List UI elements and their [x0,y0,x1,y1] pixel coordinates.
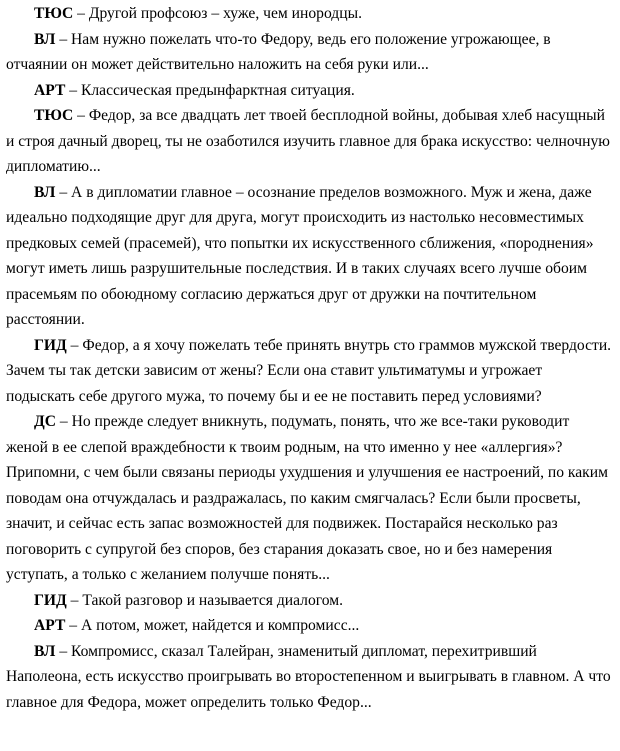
paragraph-2 [6,27,614,78]
speaker-name: ГИД [34,336,67,354]
speaker-name: АРТ [34,81,66,99]
paragraph-text: – Нам нужно пожелать что-то Федору, ведь его положение угрожающее, в отчаянии он может действительно наложить на себя руки или... [6,30,551,73]
speaker-name: ДС [34,413,56,430]
paragraph-1 [6,1,614,27]
paragraph-8 [6,588,614,614]
speaker-name: АРТ [34,617,66,634]
speaker-name: ТЮС [34,5,74,22]
paragraph-7 [6,409,614,588]
speaker-name: ГИД [34,591,67,609]
paragraph-text: – Компромисс, сказал Талейран, знаменитый дипломат, перехитривший Наполеона, есть искусство проигрывать во второстепенном и выигрывать в главном. А что главное для Федора, может определить только Федор... [6,642,611,711]
paragraph-text: – А потом, может, найдется и компромисс... [65,617,360,634]
paragraph-text: – А в дипломатии главное – осознание пределов возможного. Муж и жена, даже идеально подходящие друг для друга, могут происходить из настолько несовместимых предковых семей (прасемей), что попытки их искусственного сближения, «породнения» могут иметь лишь разрушительные последствия. И в таких случаях всего лучше обоим прасемьям по обоюдному согласию держаться друг от дружки на почтительном расстоянии. [6,183,594,328]
paragraph-text: – Такой разговор и называется диалогом. [66,591,344,609]
paragraph-4 [6,103,614,180]
paragraph-3 [6,78,614,104]
paragraph-text: – Другой профсоюз – хуже, чем инородцы. [73,5,362,22]
paragraph-text: – Классическая предынфарктная ситуация. [65,81,355,99]
paragraph-10 [6,639,614,716]
paragraph-text: – Федор, а я хочу пожелать тебе принять внутрь сто граммов мужской твердости. Зачем ты так детски зависим от жены? Если она ставит ультиматумы и угрожает подыскать себе другого мужа, то почему бы и ее не поставить перед условиями? [6,336,612,405]
speaker-name: ВЛ [34,30,56,48]
paragraph-5 [6,180,614,333]
paragraph-9 [6,613,614,639]
paragraph-text: – Федор, за все двадцать лет твоей бесплодной войны, добывая хлеб насущный и строя дачный дворец, ты не озаботился изучить главное для брака искусство: челночную дипломатию... [6,107,610,175]
speaker-name: ВЛ [34,642,56,660]
speaker-name: ТЮС [34,107,74,124]
speaker-name: ВЛ [34,183,56,201]
paragraph-text: – Но прежде следует вникнуть, подумать, понять, что же все-таки руководит женой в ее слепой враждебности к твоим родным, на что именно у нее «аллергия»? Припомни, с чем были связаны периоды ухудшения и улучшения ее настроений, по каким поводам она отчуждалась и раздражалась, по каким смягчалась? Если были просветы, значит, и сейчас есть запас возможностей для подвижек. Постарайся несколько раз поговорить с супругой без споров, без старания доказать свое, но и без намерения уступать, а только с желанием получше понять... [6,413,608,583]
paragraph-6 [6,333,614,410]
